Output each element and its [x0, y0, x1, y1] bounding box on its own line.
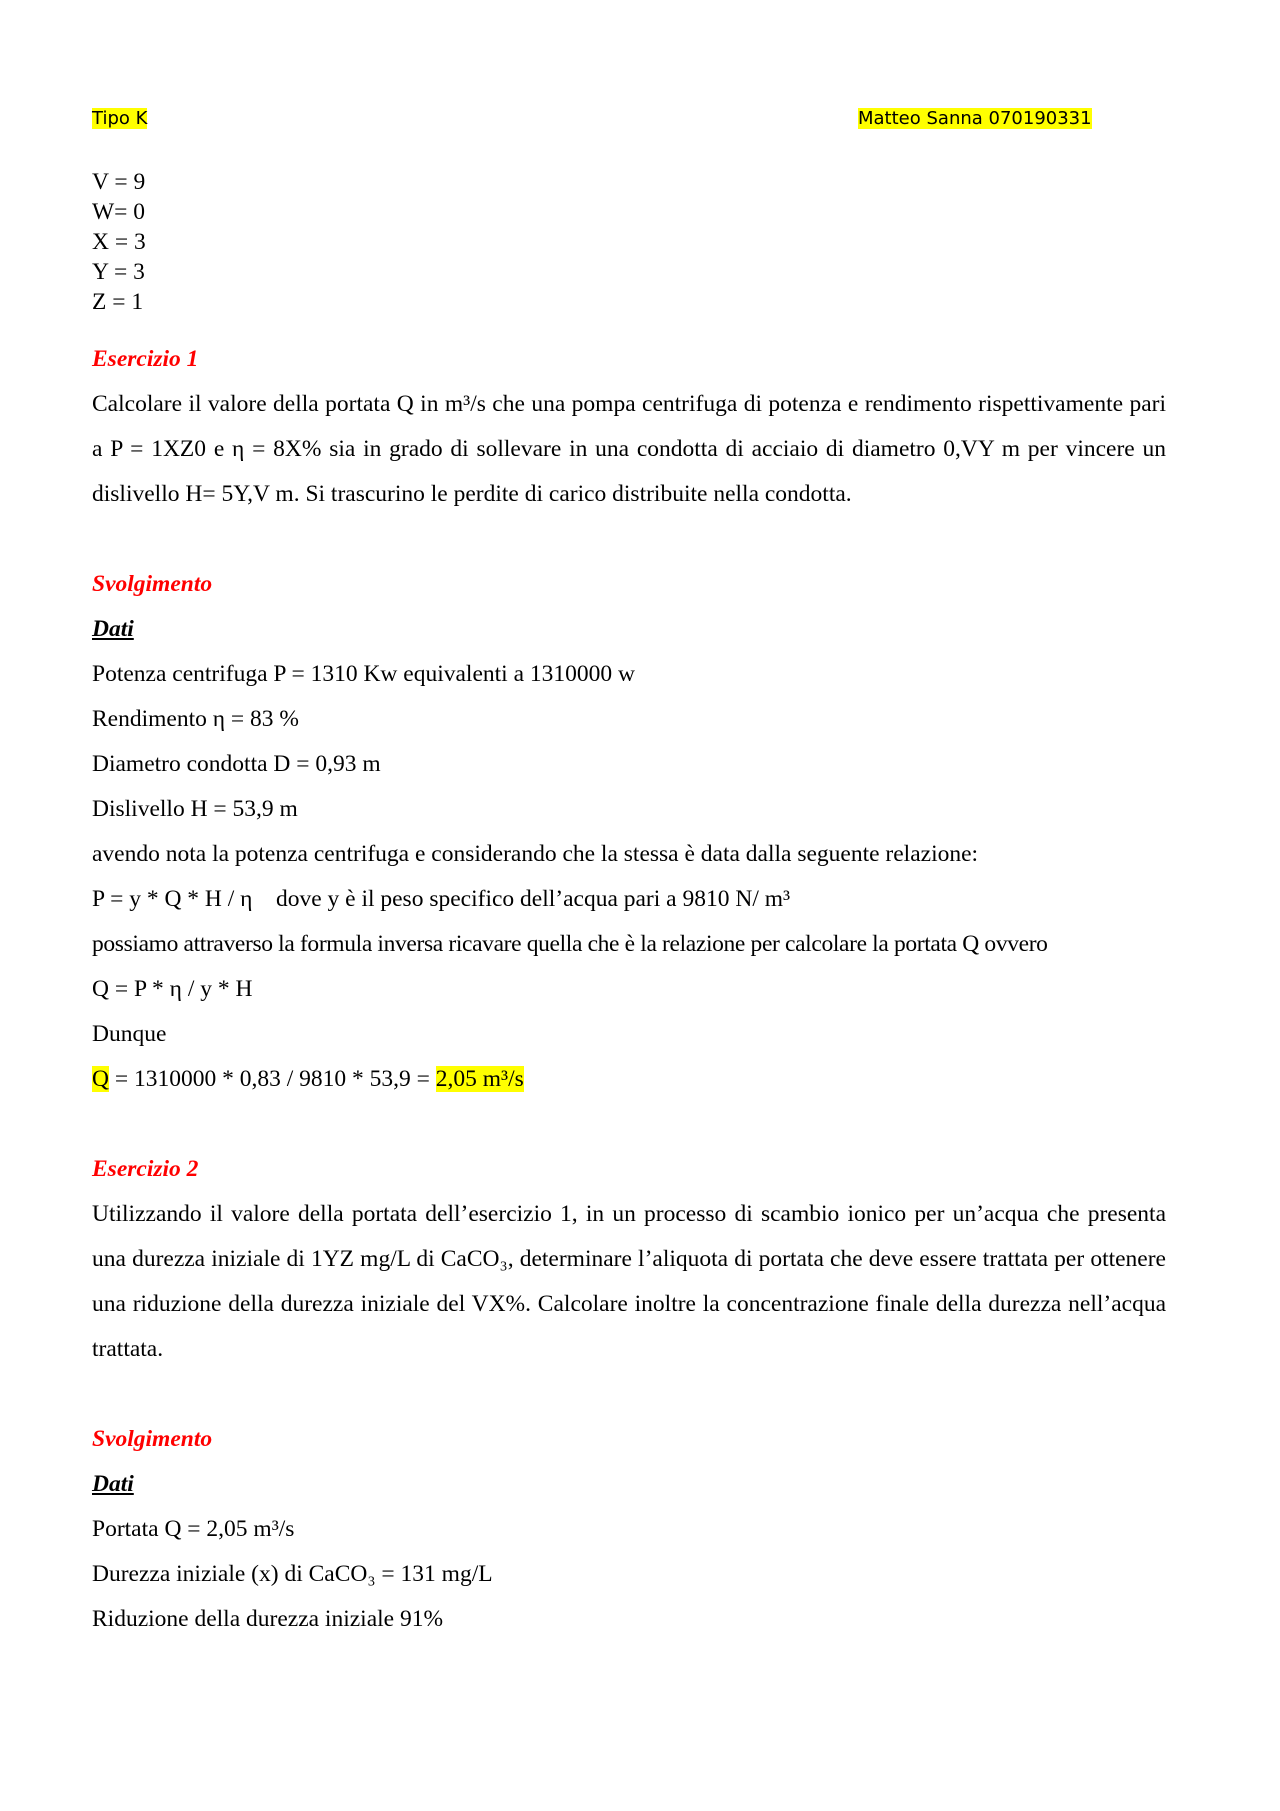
- result-value: 2,05 m³/s: [435, 1066, 524, 1092]
- exercise-1-line: Q = P * η / y * H: [92, 976, 253, 1002]
- exercise-1-line: Rendimento η = 83 %: [92, 706, 299, 732]
- exercise-2-section: [92, 1147, 1166, 1642]
- exercise-1-line: Potenza centrifuga P = 1310 Kw equivalenti a 1310000 w: [92, 661, 635, 687]
- exercise-1-solution-title: Svolgimento: [92, 571, 213, 597]
- result-q-label: Q: [92, 1066, 109, 1092]
- exercise-2-solution-title: Svolgimento: [92, 1426, 213, 1452]
- header-author-label: Matteo Sanna 070190331: [858, 108, 1092, 129]
- exercise-1-result: [92, 1057, 1166, 1102]
- header-right: [858, 108, 1092, 129]
- exercise-1-text: Calcolare il valore della portata Q in m³/s che una pompa centrifuga di potenza e rendimento rispettivamente pari a P = 1XZ0 e η = 8X% sia in grado di sollevare in una condotta di acciaio di diametro 0,VY m per vincere un dislivello H= 5Y,V m. Si trascurino le perdite di carico distribuite nella condotta.: [92, 391, 1166, 507]
- exercise-1-line: possiamo attraverso la formula inversa ricavare quella che è la relazione per calcolare la portata Q ovvero: [92, 931, 1048, 957]
- exercise-2-line: Riduzione della durezza iniziale 91%: [92, 1606, 444, 1632]
- exercise-2-title: Esercizio 2: [92, 1156, 199, 1182]
- exercise-1-line: avendo nota la potenza centrifuga e considerando che la stessa è data dalla seguente relazione:: [92, 841, 979, 867]
- variable-line: V = 9: [92, 169, 146, 195]
- variable-line: Y = 3: [92, 259, 145, 285]
- exercise-1-dati-title: Dati: [92, 616, 134, 642]
- result-formula: = 1310000 * 0,83 / 9810 * 53,9 =: [108, 1066, 436, 1092]
- exercise-1-line: Dunque: [92, 1021, 167, 1047]
- exercise-1-title: Esercizio 1: [92, 346, 199, 372]
- exercise-1-line: P = y * Q * H / η dove y è il peso specifico dell’acqua pari a 9810 N/ m³: [92, 886, 791, 912]
- header-left: [92, 108, 147, 129]
- variables-list: [92, 167, 1166, 317]
- exercise-2-line: Portata Q = 2,05 m³/s: [92, 1516, 295, 1542]
- variable-line: X = 3: [92, 229, 146, 255]
- exercise-1-line: Dislivello H = 53,9 m: [92, 796, 298, 822]
- exercise-2-text: Utilizzando il valore della portata dell’esercizio 1, in un processo di scambio ionico per un’acqua che presenta una durezza iniziale di 1YZ mg/L di CaCO₃, determinare l’aliquota di portata che deve essere trattata per ottenere una riduzione della durezza iniziale del VX%. Calcolare inoltre la concentrazione finale della durezza nell’acqua trattata.: [92, 1201, 1166, 1362]
- exercise-2-line: Durezza iniziale (x) di CaCO₃ = 131 mg/L: [92, 1561, 493, 1587]
- exercise-1-section: [92, 337, 1166, 1102]
- variable-line: Z = 1: [92, 289, 144, 315]
- variable-line: W= 0: [92, 199, 146, 225]
- exercise-2-dati-title: Dati: [92, 1471, 134, 1497]
- exercise-1-line: Diametro condotta D = 0,93 m: [92, 751, 381, 777]
- header-type-label: Tipo K: [92, 108, 148, 129]
